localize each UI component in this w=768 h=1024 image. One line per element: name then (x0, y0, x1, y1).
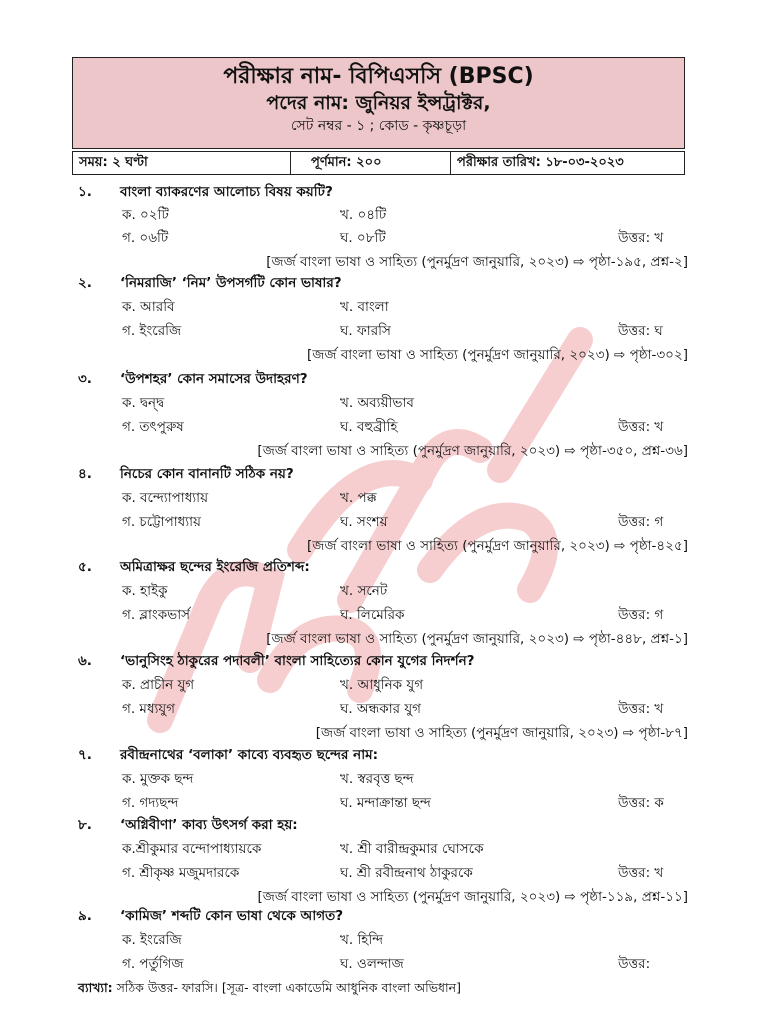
answer: উত্তর: গ (618, 607, 664, 623)
question-text: ‘কামিজ’ শব্দটি কোন ভাষা থেকে আগত? (120, 908, 344, 924)
question-number: ১. (78, 184, 92, 200)
answer: উত্তর: ঘ (618, 323, 663, 339)
question-text: ‘উপশহর’ কোন সমাসের উদাহরণ? (120, 371, 308, 387)
option-b: খ. স্বরবৃত্ত ছন্দ (340, 771, 414, 787)
option-b: খ. বাংলা (340, 299, 389, 315)
option-d: ঘ. বহুব্রীহি (340, 419, 398, 435)
option-c: গ. পর্তুগিজ (122, 956, 184, 972)
option-a: ক. ইংরেজি (122, 932, 182, 948)
reference: [জর্জ বাংলা ভাষা ও সাহিত্য (পুনর্মুদ্রণ জানুয়ারি, ২০২৩) ⇨ পৃষ্ঠা-৪২৫] (307, 538, 688, 554)
option-c: গ. গদ্যছন্দ (122, 795, 179, 811)
exam-date: পরীক্ষার তারিখ: ১৮-০৩-২০২৩ (457, 154, 624, 170)
question-number: ৮. (78, 817, 92, 833)
exam-info-row (72, 151, 685, 175)
option-c: গ. চট্টোপাধ্যায় (122, 514, 201, 530)
reference: [জর্জ বাংলা ভাষা ও সাহিত্য (পুনর্মুদ্রণ জানুয়ারি, ২০২৩) ⇨ পৃষ্ঠা-৩০২] (306, 347, 688, 363)
option-c: গ. তৎপুরুষ (122, 419, 184, 435)
answer: উত্তর: খ (618, 865, 664, 881)
question-number: ৪. (78, 466, 92, 482)
reference: [জর্জ বাংলা ভাষা ও সাহিত্য (পুনর্মুদ্রণ জানুয়ারি, ২০২৩) ⇨ পৃষ্ঠা-৩৫০, প্রশ্ন-৩৬] (257, 443, 688, 459)
question-number: ৬. (78, 653, 92, 669)
option-d: ঘ. অন্ধকার যুগ (340, 701, 422, 717)
answer: উত্তর: খ (618, 701, 664, 717)
answer: উত্তর: ক (618, 795, 664, 811)
question-text: বাংলা ব্যাকরণের আলোচ্য বিষয় কয়টি? (120, 184, 333, 200)
option-a: ক. বন্দ্যোপাধ্যায় (122, 490, 209, 506)
option-c: গ. ০৬টি (122, 230, 169, 246)
explanation-text: সঠিক উত্তর- ফারসি। [সূত্র- বাংলা একাডেমি আধুনিক বাংলা অভিধান] (116, 980, 462, 995)
full-marks: পূর্ণমান: ২০০ (291, 152, 451, 174)
option-b: খ. পক্ক (340, 490, 377, 506)
question-text: ‘অগ্নিবীণা’ কাব্য উৎসর্গ করা হয়: (120, 817, 298, 833)
option-a: ক. দ্বন্দ্ব (122, 395, 165, 411)
option-d: ঘ. ওলন্দাজ (340, 956, 404, 972)
question-text: ‘নিমরাজি’ ‘নিম’ উপসর্গটি কোন ভাষার? (120, 275, 342, 291)
question-number: ২. (78, 275, 92, 291)
reference: [জর্জ বাংলা ভাষা ও সাহিত্য (পুনর্মুদ্রণ জানুয়ারি, ২০২৩) ⇨ পৃষ্ঠা-১১৯, প্রশ্ন-১১] (257, 889, 688, 905)
option-a: ক. প্রাচীন যুগ (122, 677, 195, 693)
question-text: নিচের কোন বানানটি সঠিক নয়? (120, 466, 294, 482)
question-number: ৩. (78, 371, 92, 387)
option-d: ঘ. ০৮টি (340, 230, 386, 246)
option-d: ঘ. শ্রী রবীন্দ্রনাথ ঠাকুরকে (340, 865, 473, 881)
question-text: রবীন্দ্রনাথের ‘বলাকা’ কাব্যে ব্যবহৃত ছন্দের নাম: (120, 747, 378, 763)
question-text: অমিত্রাক্ষর ছন্দের ইংরেজি প্রতিশব্দ: (120, 559, 310, 575)
option-d: ঘ. ফারসি (340, 323, 391, 339)
option-b: খ. ০৪টি (340, 207, 387, 223)
set-info: সেট নম্বর - ১ ; কোড - কৃষ্ণচূড়া (290, 118, 467, 134)
reference: [জর্জ বাংলা ভাষা ও সাহিত্য (পুনর্মুদ্রণ জানুয়ারি, ২০২৩) ⇨ পৃষ্ঠা-৪৪৮, প্রশ্ন-১] (266, 631, 688, 647)
option-a: ক.শ্রীকুমার বন্দোপাধ্যায়কে (122, 841, 262, 857)
option-b: খ. আধুনিক যুগ (340, 677, 424, 693)
option-b: খ. হিন্দি (340, 932, 384, 948)
reference: [জর্জ বাংলা ভাষা ও সাহিত্য (পুনর্মুদ্রণ জানুয়ারি, ২০২৩) ⇨ পৃষ্ঠা-৮৭] (315, 725, 688, 741)
question-number: ৯. (78, 908, 92, 924)
answer: উত্তর: গ (618, 514, 664, 530)
option-d: ঘ. মন্দাক্রান্তা ছন্দ (340, 795, 431, 811)
exam-name: পরীক্ষার নাম- বিপিএসসি (BPSC) (223, 64, 534, 89)
question-number: ৭. (78, 747, 92, 763)
post-name: পদের নাম: জুনিয়র ইন্সট্রাক্টর, (266, 92, 491, 114)
option-d: ঘ. লিমেরিক (340, 607, 405, 623)
answer: উত্তর: (618, 956, 651, 972)
exam-time: সময়: ২ ঘণ্টা (73, 152, 291, 174)
option-b: খ. সনেট (340, 583, 388, 599)
option-b: খ. অব্যয়ীভাব (340, 395, 414, 411)
option-a: ক. ০২টি (122, 207, 169, 223)
answer: উত্তর: খ (618, 230, 664, 246)
reference: [জর্জ বাংলা ভাষা ও সাহিত্য (পুনর্মুদ্রণ জানুয়ারি, ২০২৩) ⇨ পৃষ্ঠা-১৯৫, প্রশ্ন-২] (266, 254, 688, 270)
option-a: ক. আরবি (122, 299, 175, 315)
option-c: গ. ইংরেজি (122, 323, 182, 339)
exam-header (72, 57, 685, 149)
option-c: গ. মধ্যযুগ (122, 701, 176, 717)
option-c: গ. শ্রীকৃষ্ণ মজুমদারকে (122, 865, 240, 881)
explanation-label: ব্যাখ্যা: (78, 980, 113, 995)
explanation (78, 977, 461, 999)
option-a: ক. হাইকু (122, 583, 168, 599)
answer: উত্তর: খ (618, 419, 664, 435)
option-a: ক. মুক্তক ছন্দ (122, 771, 194, 787)
question-text: ‘ভানুসিংহ ঠাকুরের পদাবলী’ বাংলা সাহিত্যের কোন যুগের নিদর্শন? (120, 653, 475, 669)
option-c: গ. ব্লাংকভার্স (122, 607, 191, 623)
question-number: ৫. (78, 559, 92, 575)
option-d: ঘ. সংশয় (340, 514, 388, 530)
option-b: খ. শ্রী বারীন্দ্রকুমার ঘোসকে (340, 841, 484, 857)
